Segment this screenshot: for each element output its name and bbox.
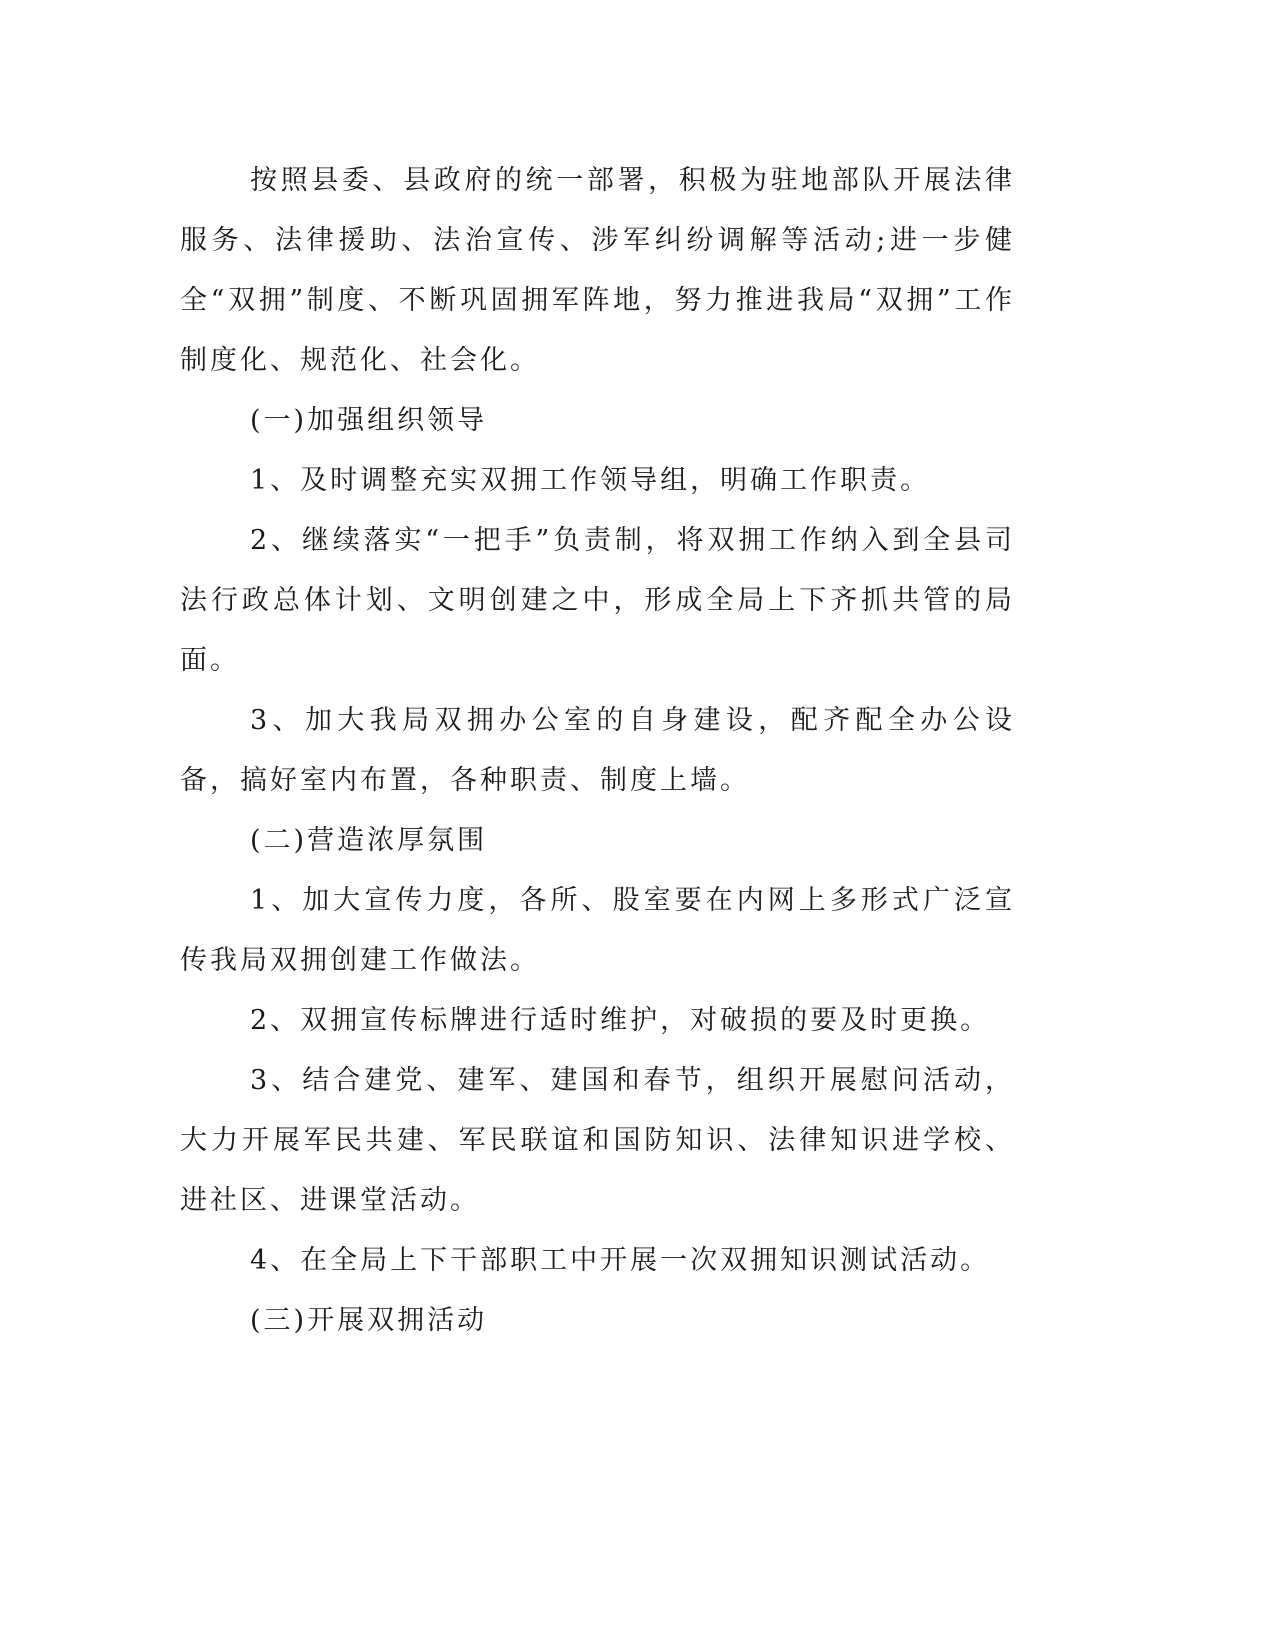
list-item: 2、双拥宣传标牌进行适时维护，对破损的要及时更换。: [250, 1005, 991, 1036]
list-item: 3、加大我局双拥办公室的自身建设，配齐配全办公设备，搞好室内布置，各种职责、制度上墙。: [180, 705, 1015, 796]
section-heading-2: (二)营造浓厚氛围: [250, 825, 488, 856]
section-heading-3: (三)开展双拥活动: [250, 1305, 488, 1336]
section-heading-1: (一)加强组织领导: [250, 405, 488, 436]
document-page: [180, 151, 1015, 1351]
list-item: 2、继续落实“一把手”负责制，将双拥工作纳入到全县司法行政总体计划、文明创建之中，形成全局上下齐抓共管的局面。: [180, 525, 1015, 676]
list-item: 1、及时调整充实双拥工作领导组，明确工作职责。: [250, 465, 931, 496]
list-item: 3、结合建党、建军、建国和春节，组织开展慰问活动，大力开展军民共建、军民联谊和国防知识、法律知识进学校、进社区、进课堂活动。: [180, 1065, 1015, 1216]
list-item: 1、加大宣传力度，各所、股室要在内网上多形式广泛宣传我局双拥创建工作做法。: [180, 885, 1015, 976]
list-item: 4、在全局上下干部职工中开展一次双拥知识测试活动。: [250, 1245, 991, 1276]
intro-paragraph: 按照县委、县政府的统一部署，积极为驻地部队开展法律服务、法律援助、法治宣传、涉军纠纷调解等活动;进一步健全“双拥”制度、不断巩固拥军阵地，努力推进我局“双拥”工作制度化、规范化、社会化。: [180, 165, 1015, 376]
